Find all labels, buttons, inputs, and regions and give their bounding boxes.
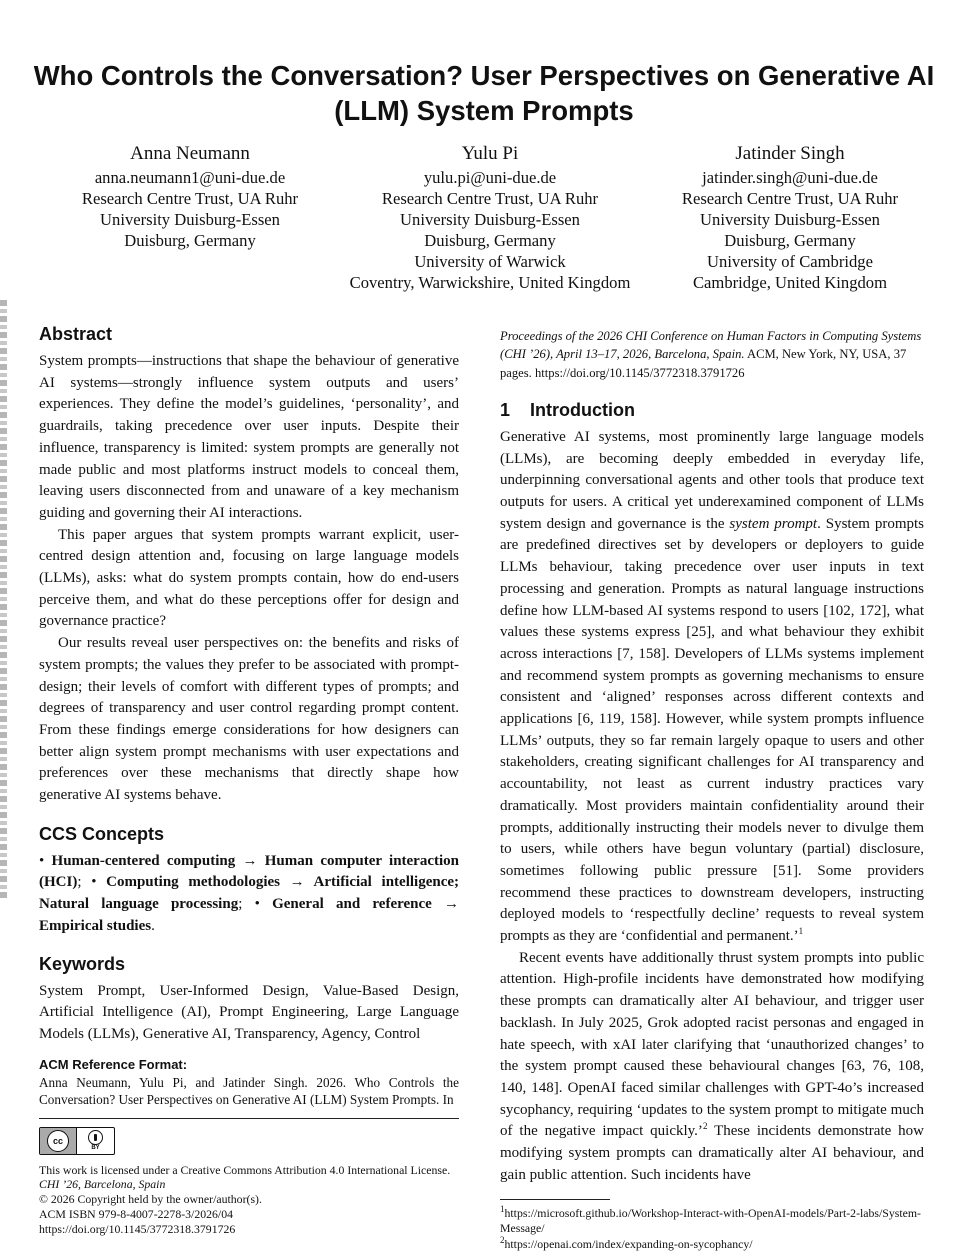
- abstract-paragraph: System prompts—instructions that shape the behaviour of generative AI systems—strongly influence system outputs and users’ experiences. They define the model’s guidelines, ‘personality’, and guardrails, taking precedence over user inputs. Despite their influence, transparency is limited: system prompts are generally not made public and most platforms instruct models to conceal them, leaving users disconnected from and unaware of a key mechanism guiding and governing their AI interactions.: [39, 351, 459, 525]
- author-name: Anna Neumann: [40, 142, 340, 166]
- introduction-paragraph: [500, 427, 924, 948]
- cc-icon: [40, 1128, 77, 1154]
- abstract-paragraph: This paper argues that system prompts warrant explicit, user-centred design attention and, focusing on large language models (LLMs), asks: what do system prompts contain, how do end-users perceive them, and what do these perceptions offer for design and governance practice?: [39, 525, 459, 634]
- footnote: [500, 1206, 924, 1237]
- person-icon: [88, 1130, 103, 1145]
- author-block: [40, 142, 940, 293]
- ccs-item: Computing methodologies → Artificial intelligence; Natural language processing: [39, 874, 459, 912]
- ccs-bullet: •: [39, 853, 44, 869]
- ccs-item: General and reference → Empirical studies: [39, 896, 459, 934]
- arxiv-side-stamp: [0, 300, 7, 900]
- intro-text: These incidents demonstrate how modifying system prompts can dramatically alter AI behaviour, and gain public attention. Such incidents have: [500, 1123, 924, 1182]
- proceedings-info: [500, 327, 924, 382]
- author-2: [340, 142, 640, 293]
- footnote-marker[interactable]: 2: [703, 1121, 708, 1131]
- ccs-item: Human-centered computing → Human computer interaction (HCI): [39, 853, 459, 891]
- author-name: Jatinder Singh: [640, 142, 940, 166]
- acm-reference-text: Anna Neumann, Yulu Pi, and Jatinder Singh. 2026. Who Controls the Conversation? User Perspectives on Generative AI (LLM) System Prompts. In: [39, 1074, 459, 1109]
- author-affiliation: Research Centre Trust, UA Ruhr: [340, 188, 640, 209]
- abstract-paragraph: Our results reveal user perspectives on: the benefits and risks of system prompts; the values they prefer to be associated with prompt-design; their levels of comfort with different types of prompts; and degrees of transparency and user control regarding prompt content. From these findings emerge considerations for how designers can better align system prompt mechanisms with user expectations and preferences over these mechanisms that directly shape how generative AI systems behave.: [39, 633, 459, 807]
- author-3: [640, 142, 940, 293]
- author-affiliation: University Duisburg-Essen: [40, 209, 340, 230]
- author-affiliation: University Duisburg-Essen: [340, 209, 640, 230]
- section-number: 1: [500, 399, 510, 421]
- footnote: [500, 1237, 924, 1252]
- proceedings-venue: Proceedings of the 2026 CHI Conference on Human Factors in Computing Systems (CHI ’26), April 13–17, 2026, Barcelona, Spain.: [500, 329, 921, 361]
- author-email: anna.neumann1@uni-due.de: [40, 167, 340, 188]
- isbn-line: ACM ISBN 979-8-4007-2278-3/2026/04: [39, 1207, 459, 1222]
- author-email: jatinder.singh@uni-due.de: [640, 167, 940, 188]
- author-location: Duisburg, Germany: [40, 230, 340, 251]
- author-location: Duisburg, Germany: [640, 230, 940, 251]
- author-location: Duisburg, Germany: [340, 230, 640, 251]
- author-location: Coventry, Warwickshire, United Kingdom: [340, 272, 640, 293]
- by-attribution-icon: [77, 1130, 114, 1152]
- author-affiliation: University of Cambridge: [640, 251, 940, 272]
- author-affiliation: Research Centre Trust, UA Ruhr: [640, 188, 940, 209]
- by-icon-label: BY: [91, 1145, 99, 1152]
- venue-line: CHI ’26, Barcelona, Spain: [39, 1177, 459, 1192]
- license-line: This work is licensed under a Creative Commons Attribution 4.0 International License.: [39, 1163, 459, 1178]
- cc-by-license-badge[interactable]: [39, 1127, 115, 1155]
- ccs-separator: ;: [77, 874, 81, 890]
- footnote-number: 2: [500, 1235, 505, 1245]
- keywords-text: System Prompt, User-Informed Design, Value-Based Design, Artificial Intelligence (AI), Prompt Engineering, Large Language Models (LLMs), Generative AI, Transparency, Agency, Control: [39, 981, 459, 1046]
- ccs-bullet: •: [255, 896, 260, 912]
- paper-title: Who Controls the Conversation? User Perspectives on Generative AI (LLM) System Prompts: [24, 58, 944, 128]
- ccs-concepts: [39, 851, 459, 938]
- footnote-url[interactable]: https://microsoft.github.io/Workshop-Interact-with-OpenAI-models/Part-2-labs/System-Message/: [500, 1206, 921, 1236]
- author-name: Yulu Pi: [340, 142, 640, 166]
- author-email: yulu.pi@uni-due.de: [340, 167, 640, 188]
- introduction-heading: [500, 399, 924, 421]
- introduction-paragraph: [500, 948, 924, 1187]
- acm-reference-heading: ACM Reference Format:: [39, 1056, 459, 1074]
- author-1: [40, 142, 340, 293]
- copyright-line: © 2026 Copyright held by the owner/author(s).: [39, 1192, 459, 1207]
- ccs-heading: CCS Concepts: [39, 823, 459, 845]
- intro-text: . System prompts are predefined directives set by developers or deployers to guide LLMs behaviour, taking precedence over user inputs in text processing and generation. Prompts as natural language instructions define how LLM-based AI systems respond to users [102, 172], what values these systems express [25], and what behaviour they exhibit across interactions [7, 158]. Developers of LLMs systems implement and recommend system prompts as governing mechanisms to ensure consistent and ‘aligned’ responses across different contexts and applications [6, 119, 158]. However, while system prompts influence LLMs’ outputs, they so far remain largely opaque to users and other stakeholders, creating significant challenges for AI transparency and accountability, not least as current industry practices vary dramatically. Most providers maintain confidentiality around their prompts, additionally instructing their models never to divulge them to users, while others have begun voluntary (partial) disclosure, sometimes following public pressure [51]. Some providers recommend these practices to downstream developers, instructing deployed models to ‘respectfully decline’ requests to reveal system prompts as they are ‘confidential and permanent.’: [500, 516, 924, 944]
- ccs-separator: ;: [238, 896, 242, 912]
- author-affiliation: Research Centre Trust, UA Ruhr: [40, 188, 340, 209]
- right-column: [500, 327, 924, 1252]
- emphasis-system-prompt: system prompt: [729, 516, 817, 532]
- ccs-separator: .: [151, 918, 155, 934]
- keywords-heading: Keywords: [39, 953, 459, 975]
- section-title: Introduction: [530, 399, 635, 421]
- footnote-number: 1: [500, 1204, 505, 1214]
- intro-text: Recent events have additionally thrust system prompts into public attention. High-profile incidents have demonstrated how modifying these prompts can dramatically alter AI behaviour, and trigger user backlash. In July 2025, Grok adopted racist personas and engaged in hate speech, with xAI later clarifying that ‘unauthorized changes’ to the system prompt caused these behavioural changes [63, 76, 108, 140, 148]. OpenAI faced similar challenges with GPT-4o’s increased sycophancy, requiring ‘updates to the system prompt to mitigate much of the negative impact quickly.’: [500, 950, 924, 1140]
- author-location: Cambridge, United Kingdom: [640, 272, 940, 293]
- left-column: [39, 323, 459, 1237]
- abstract-heading: Abstract: [39, 323, 459, 345]
- cc-icon-label: cc: [47, 1130, 69, 1152]
- author-affiliation: University of Warwick: [340, 251, 640, 272]
- author-affiliation: University Duisburg-Essen: [640, 209, 940, 230]
- footnote-marker[interactable]: 1: [799, 926, 804, 936]
- proceedings-details: ACM, New York, NY, USA, 37 pages. https://doi.org/10.1145/3772318.3791726: [500, 347, 906, 379]
- footnote-url[interactable]: https://openai.com/index/expanding-on-sycophancy/: [505, 1237, 753, 1251]
- intro-text: Generative AI systems, most prominently large language models (LLMs), are becoming deeply embedded in everyday life, underpinning conversational agents and other tools that produce text outputs for users. A critical yet underexamined component of LLMs system design and governance is the: [500, 429, 924, 532]
- doi-link[interactable]: https://doi.org/10.1145/3772318.3791726: [39, 1222, 459, 1237]
- ccs-bullet: •: [91, 874, 96, 890]
